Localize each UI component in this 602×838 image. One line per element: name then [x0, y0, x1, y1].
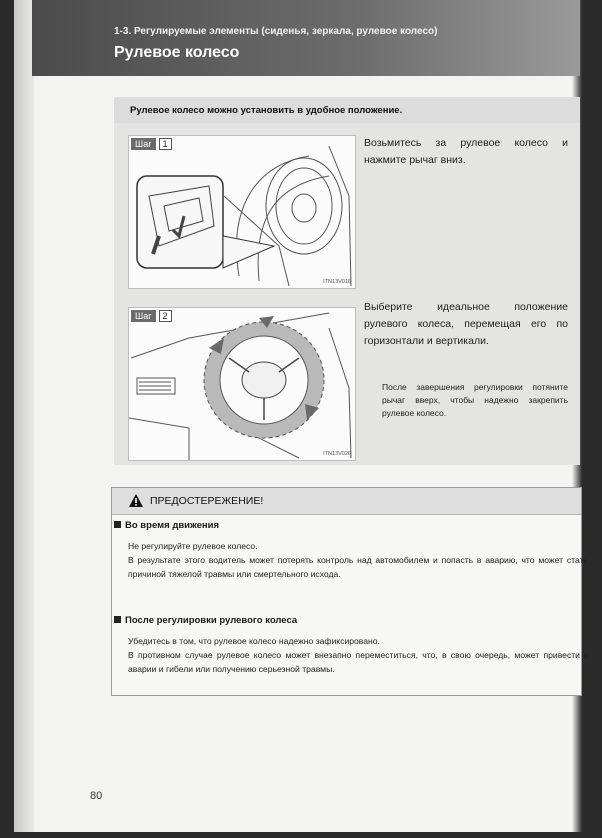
image-code: ITN13V016 — [323, 279, 351, 285]
step-1-label — [131, 138, 172, 150]
step-2-note: После завершения регулировки потяните рычаг вверх, чтобы надежно закрепить рулевое колесо. — [382, 382, 568, 418]
caution-section-heading: Во время движения — [114, 520, 219, 531]
manual-page — [14, 0, 588, 832]
warning-triangle-icon — [128, 493, 144, 508]
intro-box — [114, 97, 580, 123]
caution-box — [111, 487, 588, 696]
caution-section-line: В результате этого водитель может потерять контроль над автомобилем и попасть в аварию, что может стать причиной тяжелой травмы или смертельного исхода. — [128, 555, 588, 579]
page-spine-shadow — [14, 0, 34, 832]
caution-section-heading: После регулировки рулевого колеса — [114, 615, 297, 626]
caution-section-line: В противном случае рулевое колесо может внезапно переместиться, что, в свою очередь, может привести к аварии и гибели или получению серьезной травмы. — [128, 650, 588, 674]
caution-title: ПРЕДОСТЕРЕЖЕНИЕ! — [150, 495, 264, 507]
step-1-text: Возьмитесь за рулевое колесо и нажмите рычаг вниз. — [364, 137, 568, 166]
caution-section-line: Не регулируйте рулевое колесо. — [128, 541, 258, 551]
image-code: ITN13V026 — [323, 451, 351, 457]
section-subtitle: 1-3. Регулируемые элементы (сиденья, зеркала, рулевое колесо) — [114, 26, 438, 37]
step-number: 2 — [159, 310, 172, 322]
step-number: 1 — [159, 138, 172, 150]
step-word: Шаг — [131, 310, 156, 322]
step-2-illustration — [128, 307, 356, 461]
step-word: Шаг — [131, 138, 156, 150]
step-2 — [114, 295, 580, 465]
caution-header — [112, 488, 581, 515]
steering-lever-illustration — [129, 136, 355, 288]
step-2-label — [131, 310, 172, 322]
steering-wheel-illustration — [129, 308, 355, 460]
caution-section-line: Убедитесь в том, что рулевое колесо надежно зафиксировано. — [128, 636, 380, 646]
section-header — [32, 0, 580, 76]
step-2-text: Выберите идеальное положение рулевого колеса, перемещая его по горизонтали и вертикали. — [364, 301, 568, 347]
intro-text: Рулевое колесо можно установить в удобное положение. — [130, 105, 403, 116]
step-1-illustration — [128, 135, 356, 289]
step-1 — [114, 123, 580, 295]
page-title: Рулевое колесо — [114, 44, 240, 61]
page-number: 80 — [90, 790, 103, 802]
